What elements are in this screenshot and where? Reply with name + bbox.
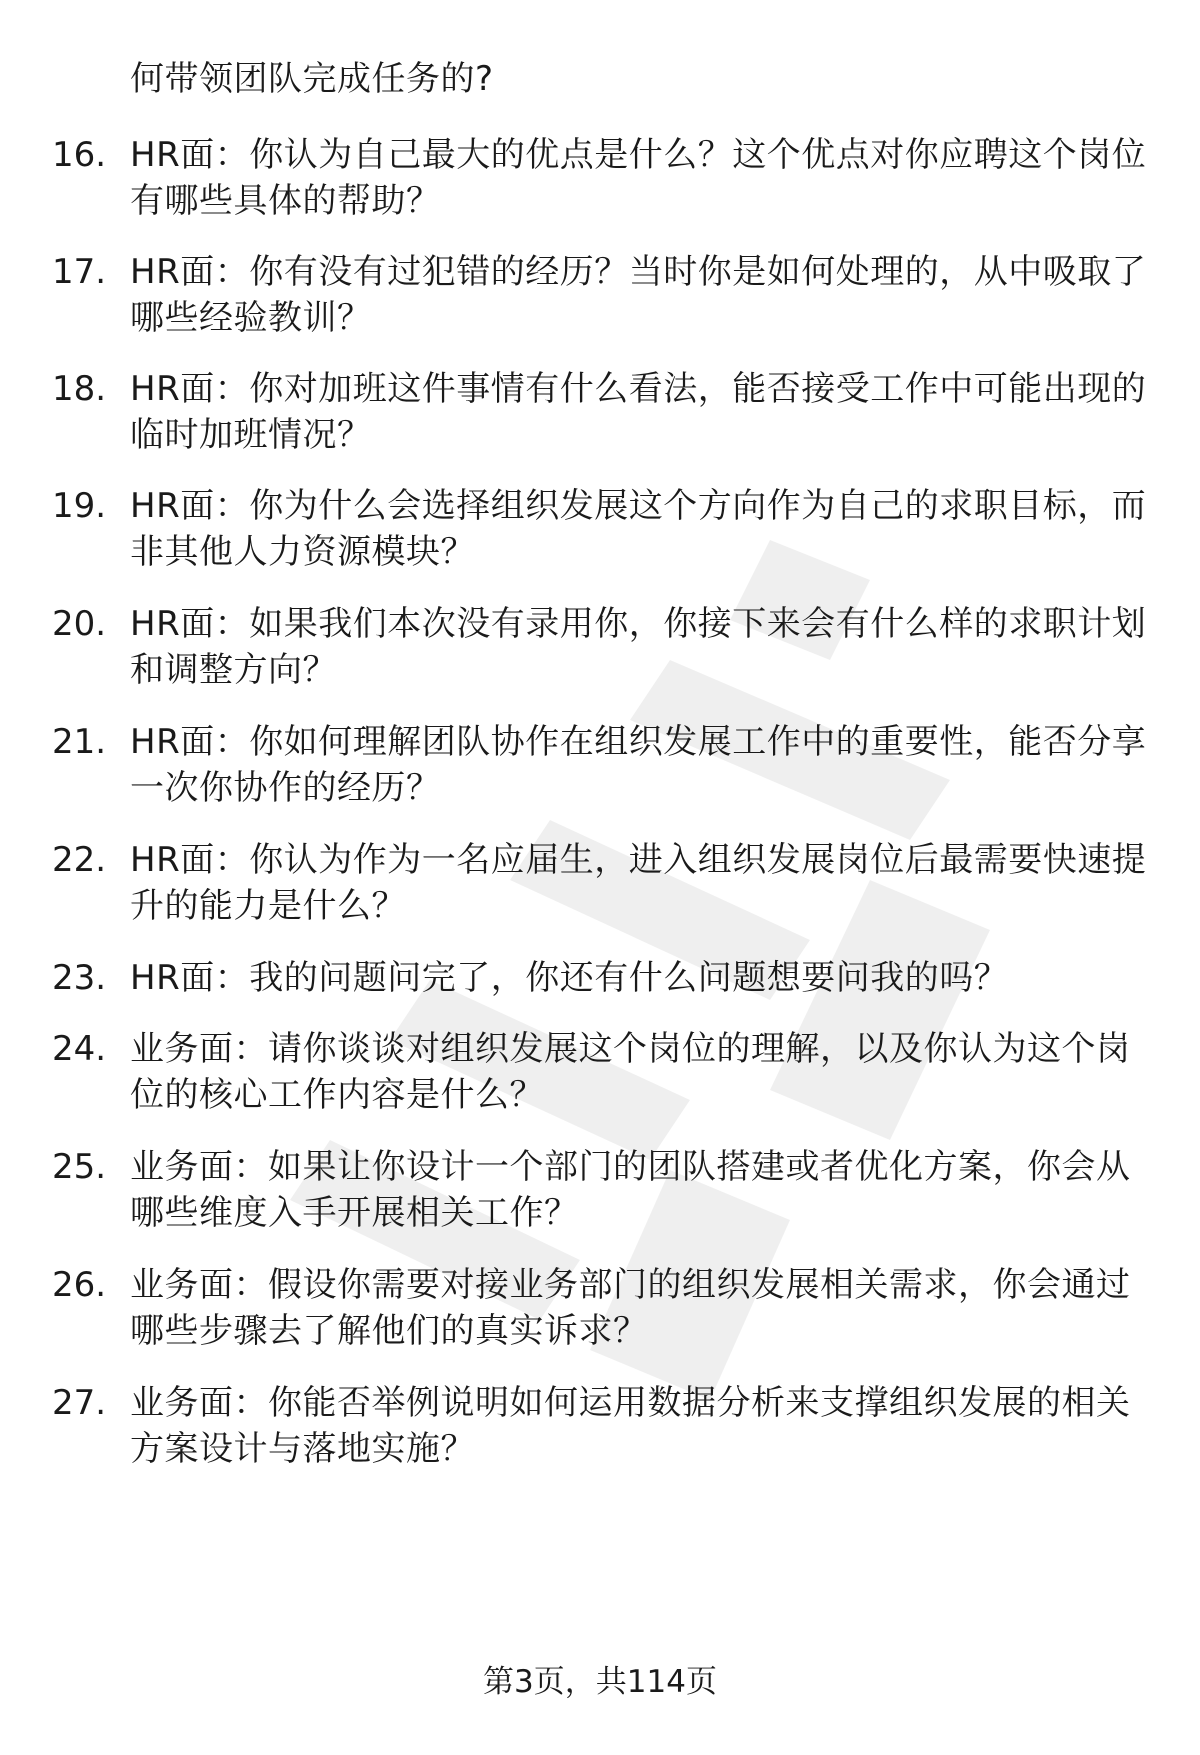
question-number: 26. (52, 1265, 107, 1305)
question-text: HR面：你如何理解团队协作在组织发展工作中的重要性，能否分享一次你协作的经历？ (130, 722, 1147, 808)
question-text: HR面：你为什么会选择组织发展这个方向作为自己的求职目标，而非其他人力资源模块？ (130, 486, 1147, 572)
question-text: 业务面：请你谈谈对组织发展这个岗位的理解，以及你认为这个岗位的核心工作内容是什么？ (130, 1029, 1131, 1115)
question-number: 22. (52, 840, 107, 880)
question-number: 25. (52, 1147, 107, 1187)
question-text: HR面：你认为自己最大的优点是什么？这个优点对你应聘这个岗位有哪些具体的帮助？ (130, 135, 1147, 221)
question-text: 业务面：假设你需要对接业务部门的组织发展相关需求，你会通过哪些步骤去了解他们的真实诉求？ (130, 1265, 1131, 1351)
question-number: 19. (52, 486, 107, 526)
question-text: HR面：你对加班这件事情有什么看法，能否接受工作中可能出现的临时加班情况？ (130, 369, 1147, 455)
question-number: 20. (52, 604, 107, 644)
question-text: HR面：你有没有过犯错的经历？当时你是如何处理的，从中吸取了哪些经验教训？ (130, 252, 1147, 338)
question-number: 27. (52, 1383, 107, 1423)
question-text: HR面：我的问题问完了，你还有什么问题想要问我的吗？ (130, 958, 1009, 998)
question-text: HR面：如果我们本次没有录用你，你接下来会有什么样的求职计划和调整方向？ (130, 604, 1147, 690)
question-number: 23. (52, 958, 107, 998)
page-footer: 第3页，共114页 (483, 1664, 717, 1700)
question-number: 17. (52, 252, 107, 292)
question-number: 16. (52, 135, 107, 175)
question-text: 业务面：你能否举例说明如何运用数据分析来支撑组织发展的相关方案设计与落地实施？ (130, 1383, 1131, 1469)
question-text: HR面：你认为作为一名应届生，进入组织发展岗位后最需要快速提升的能力是什么？ (130, 840, 1147, 926)
continuation-text: 何带领团队完成任务的? (130, 59, 494, 99)
question-text: 业务面：如果让你设计一个部门的团队搭建或者优化方案，你会从哪些维度入手开展相关工作？ (130, 1147, 1131, 1233)
question-number: 18. (52, 369, 107, 409)
question-number: 21. (52, 722, 107, 762)
question-number: 24. (52, 1029, 107, 1069)
